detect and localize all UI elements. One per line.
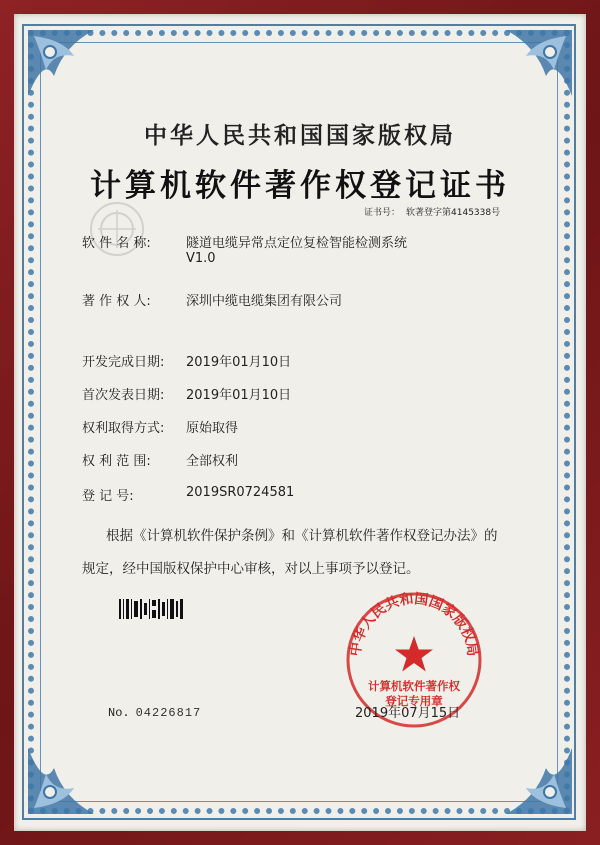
seal-star-icon — [395, 636, 433, 672]
issue-date: 2019年07月15日 — [355, 706, 461, 721]
serial-label: No. — [108, 706, 130, 720]
statement-line-2: 规定，经中国版权保护中心审核，对以上事项予以登记。 — [82, 561, 420, 577]
field-value: 2019SR0724581 — [186, 485, 295, 500]
certificate-number-label: 证书号： — [364, 208, 401, 218]
seal-inner-line-1: 计算机软件著作权 — [368, 679, 460, 693]
field-value: 原始取得 — [186, 421, 239, 436]
field-label: 著 作 权 人: — [82, 294, 151, 309]
issuing-authority: 中华人民共和国国家版权局 — [144, 122, 456, 149]
statement-line-1: 根据《计算机软件保护条例》和《计算机软件著作权登记办法》的 — [106, 528, 498, 544]
field-label: 首次发表日期: — [82, 388, 165, 403]
corner-ornament-top-left — [24, 26, 120, 122]
field-value-version: V1.0 — [186, 251, 216, 266]
certificate-number-value: 软著登字第4145338号 — [406, 208, 501, 218]
field-label: 软 件 名 称: — [82, 236, 151, 251]
field-label: 登 记 号: — [82, 489, 134, 504]
field-value: 全部权利 — [186, 454, 239, 469]
field-label: 权 利 范 围: — [82, 454, 151, 469]
certificate-number — [364, 205, 506, 218]
barcode — [118, 598, 184, 620]
field-value: 隧道电缆异常点定位复检智能检测系统 — [186, 236, 408, 251]
seal-inner-line-2: 登记专用章 — [385, 694, 443, 708]
field-value: 深圳中缆电缆集团有限公司 — [186, 294, 343, 309]
field-value: 2019年01月10日 — [186, 355, 292, 370]
corner-ornament-bottom-right — [480, 722, 576, 818]
field-label: 权利取得方式: — [82, 421, 165, 436]
statement — [82, 520, 522, 586]
seal-ring-text: 中华人民共和国国家版权局 — [347, 591, 481, 658]
certificate-title: 计算机软件著作权登记证书 — [90, 168, 510, 204]
field-value: 2019年01月10日 — [186, 388, 292, 403]
serial-value: 04226817 — [135, 706, 202, 720]
corner-ornament-bottom-left — [24, 722, 120, 818]
corner-ornament-top-right — [480, 26, 576, 122]
serial-number — [108, 706, 201, 720]
field-label: 开发完成日期: — [82, 355, 165, 370]
